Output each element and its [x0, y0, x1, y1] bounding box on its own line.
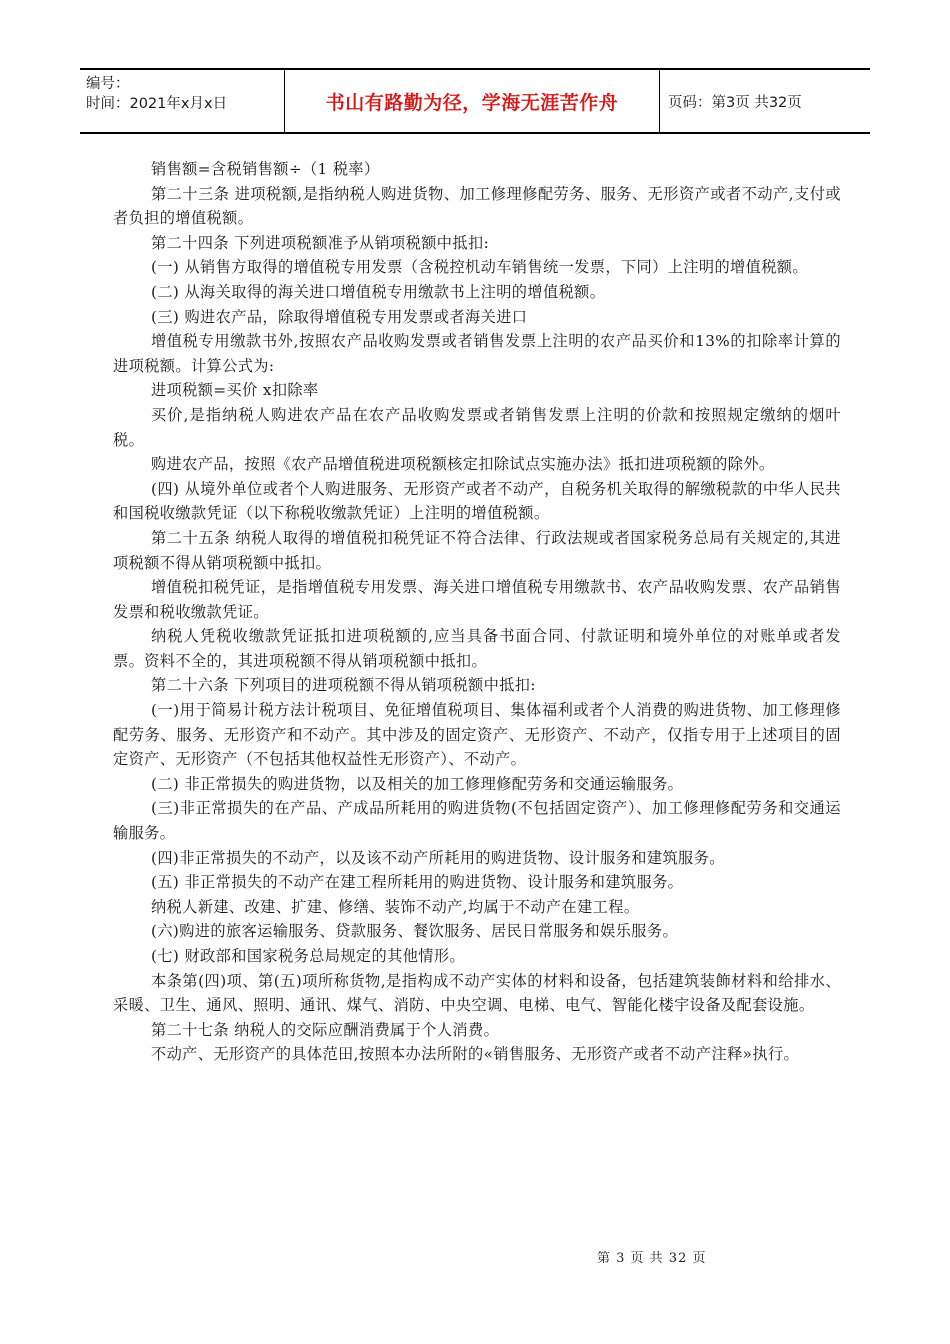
- paragraph: (七) 财政部和国家税务总局规定的其他情形。: [151, 947, 466, 965]
- paragraph: (三) 购进农产品，除取得增值税专用发票或者海关进口: [151, 307, 528, 326]
- paragraph: 买价,是指纳税人购进农产品在农产品收购发票或者销售发票上注明的价款和按照规定缴纳的烟叶税。: [113, 405, 841, 449]
- page-footer: 第 3 页 共 32 页: [597, 1251, 707, 1266]
- paragraph: 第二十七条 纳税人的交际应酬消费属于个人消费。: [151, 1020, 500, 1039]
- paragraph: 销售额=含税销售额÷（1 税率）: [151, 160, 380, 178]
- paragraph: 第二十六条 下列项目的进项税额不得从销项税额中抵扣:: [151, 676, 536, 695]
- paragraph: (四)非正常损失的不动产，以及该不动产所耗用的购进货物、设计服务和建筑服务。: [151, 848, 725, 867]
- paragraph: (一) 从销售方取得的增值税专用发票（含税控机动车销售统一发票，下同）上注明的增值税额。: [151, 258, 808, 277]
- paragraph: 第二十三条 进项税额,是指纳税人购进货物、加工修理修配劳务、服务、无形资产或者不动产,支付或者负担的增值税额。: [113, 184, 841, 228]
- paragraph: (三)非正常损失的在产品、产成品所耗用的购进货物(不包括固定资产）、加工修理修配劳务和交通运输服务。: [113, 799, 841, 843]
- paragraph: (一)用于简易计税方法计税项目、免征增值税项目、集体福利或者个人消费的购进货物、加工修理修配劳务、服务、无形资产和不动产。其中涉及的固定资产、无形资产、不动产，仅指专用于上述项目的固定资产、无形资产（不包括其他权益性无形资产）、不动产。: [113, 701, 841, 769]
- paragraph: (六)购进的旅客运输服务、贷款服务、餐饮服务、居民日常服务和娱乐服务。: [151, 922, 679, 941]
- paragraph: 第二十四条 下列进项税额准予从销项税额中抵扣:: [151, 233, 490, 252]
- paragraph: 不动产、无形资产的具体范田,按照本办法所附的«销售服务、无形资产或者不动产注释»执行。: [151, 1045, 800, 1064]
- paragraph: 购进农产品，按照《农产品增值税进项税额核定扣除试点实施办法》抵扣进项税额的除外。: [151, 455, 775, 474]
- document-body: [113, 157, 841, 1067]
- paragraph: (二) 从海关取得的海关进口增值税专用缴款书上注明的增值税额。: [151, 282, 606, 301]
- paragraph: 纳税人新建、改建、扩建、修缮、装饰不动产,均属于不动产在建工程。: [151, 897, 640, 916]
- header-motto: 书山有路勤为径，学海无涯苦作舟: [325, 91, 619, 114]
- header-page-info: 页码：第3页 共32页: [668, 94, 802, 111]
- page-header: [80, 68, 870, 134]
- paragraph: (二) 非正常损失的购进货物，以及相关的加工修理修配劳务和交通运输服务。: [151, 774, 684, 793]
- paragraph: 第二十五条 纳税人取得的增值税扣税凭证不符合法律、行政法规或者国家税务总局有关规定的,其进项税额不得从销项税额中抵扣。: [113, 528, 841, 572]
- paragraph: (五) 非正常损失的不动产在建工程所耗用的购进货物、设计服务和建筑服务。: [151, 873, 684, 892]
- paragraph: 进项税额=买价 x扣除率: [151, 381, 319, 400]
- paragraph: 纳税人凭税收缴款凭证抵扣进项税额的,应当具备书面合同、付款证明和境外单位的对账单或者发票。资料不全的，其进项税额不得从销项税额中抵扣。: [113, 627, 841, 670]
- document-number: 编号：: [86, 76, 130, 92]
- document-date: 时间：2021年x月x日: [86, 96, 228, 112]
- paragraph: 增值税专用缴款书外,按照农产品收购发票或者销售发票上注明的农产品买价和13%的扣除率计算的进项税额。计算公式为:: [113, 332, 841, 375]
- paragraph: 本条第(四)项、第(五)项所称货物,是指构成不动产实体的材料和设备，包括建筑装飾材料和给排水、采暖、卫生、通风、照明、通讯、煤气、消防、中央空调、电梯、电气、智能化楼宇设备及配套设施。: [113, 971, 841, 1015]
- paragraph: 增值税扣税凭证，是指增值税专用发票、海关进口增值税专用缴款书、农产品收购发票、农产品销售发票和税收缴款凭证。: [113, 578, 841, 621]
- header-meta: [80, 70, 284, 132]
- paragraph: (四) 从境外单位或者个人购进服务、无形资产或者不动产，自税务机关取得的解缴税款的中华人民共和国税收缴款凭证（以下称税收缴款凭证）上注明的增值税额。: [113, 479, 841, 523]
- header-motto-cell: [284, 70, 660, 132]
